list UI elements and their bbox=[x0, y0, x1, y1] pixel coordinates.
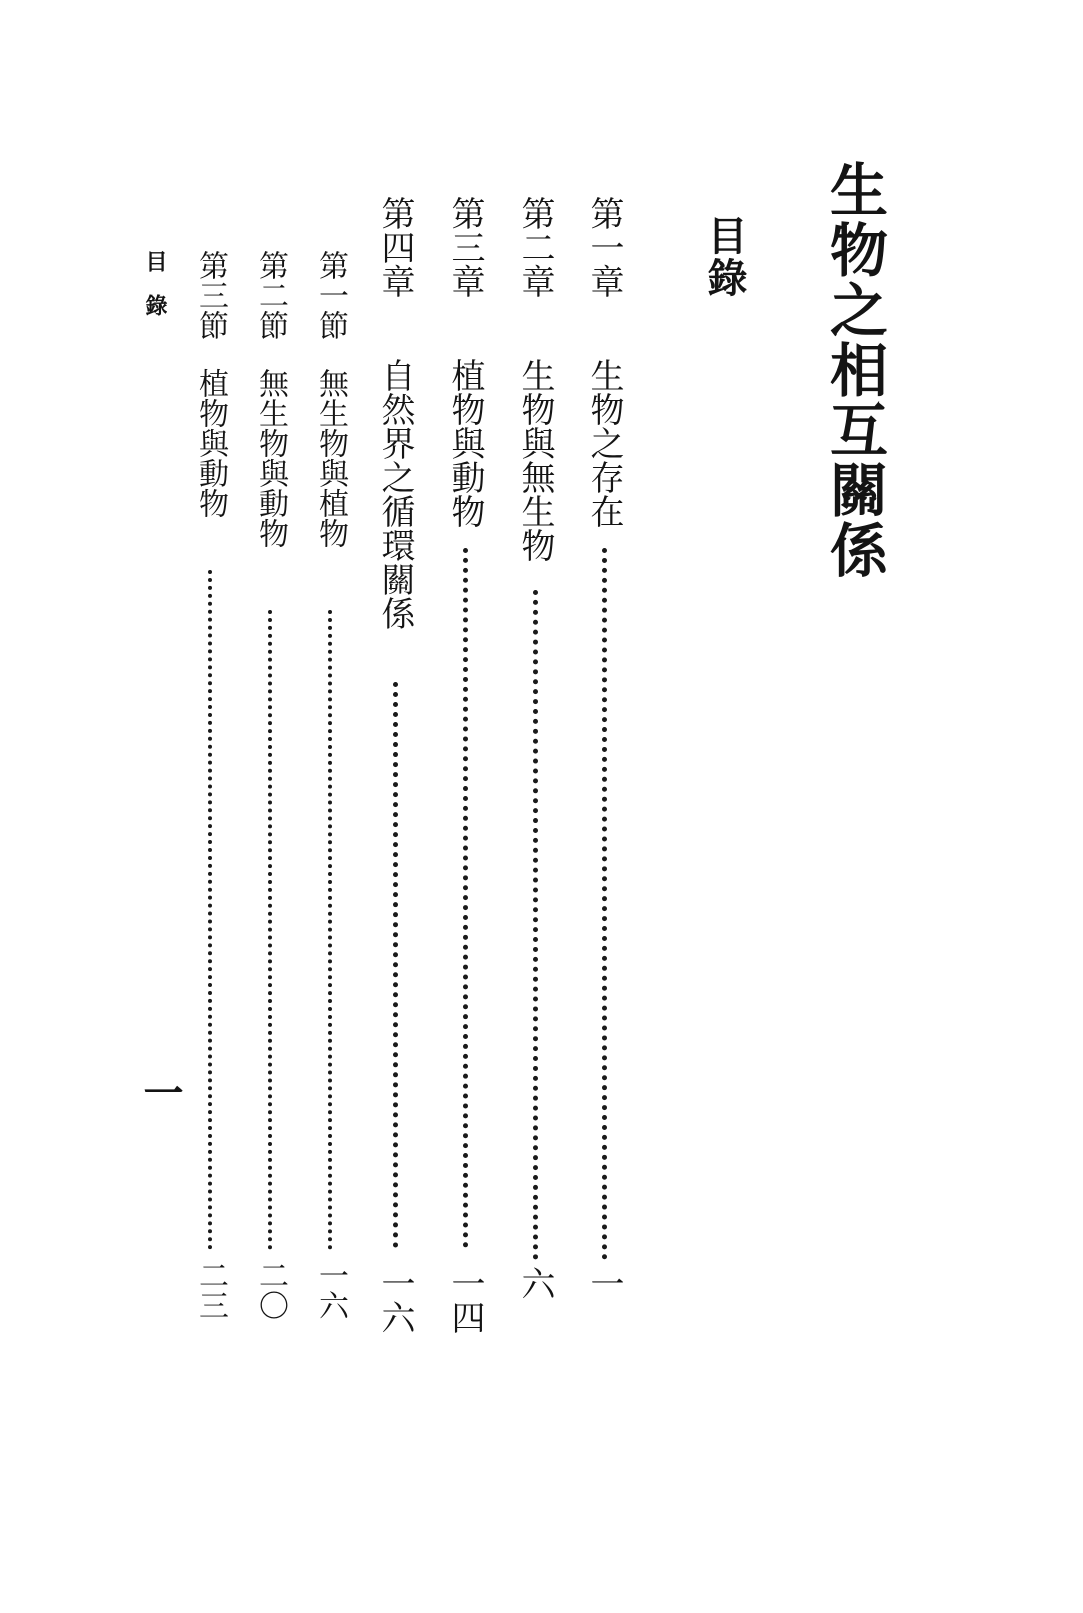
toc-entry-section-1 bbox=[310, 250, 350, 1360]
page-number: 一六 bbox=[313, 1260, 348, 1320]
page-number: 二三 bbox=[193, 1260, 228, 1320]
dot-leader bbox=[268, 610, 272, 1250]
chapter-title: 自然界之循環關係 bbox=[375, 358, 415, 630]
toc-entry-chapter-2 bbox=[513, 196, 557, 1376]
section-title: 植物與動物 bbox=[193, 368, 228, 518]
page-number: 二〇 bbox=[253, 1260, 288, 1320]
section-label: 第一節 bbox=[313, 250, 348, 340]
section-title: 無生物與動物 bbox=[253, 368, 288, 548]
dot-leader bbox=[463, 548, 468, 1248]
toc-entry-chapter-4 bbox=[373, 196, 417, 1376]
section-title: 無生物與植物 bbox=[313, 368, 348, 548]
dot-leader bbox=[393, 682, 398, 1248]
book-title: 生物之相互關係 bbox=[820, 160, 888, 580]
chapter-title: 生物與無生物 bbox=[515, 358, 555, 562]
chapter-label: 第三章 bbox=[445, 196, 485, 298]
section-label: 第二節 bbox=[253, 250, 288, 340]
toc-entry-chapter-3 bbox=[443, 196, 487, 1376]
folio: 一 bbox=[137, 1072, 184, 1112]
dot-leader bbox=[328, 610, 332, 1250]
dot-leader bbox=[602, 548, 607, 1260]
chapter-label: 第一章 bbox=[584, 196, 624, 298]
page-number: 六 bbox=[515, 1266, 555, 1300]
toc-entry-section-2 bbox=[250, 250, 290, 1360]
chapter-label: 第二章 bbox=[515, 196, 555, 298]
section-label: 第三節 bbox=[193, 250, 228, 340]
chapter-title: 植物與動物 bbox=[445, 358, 485, 528]
toc-entry-section-3 bbox=[190, 250, 230, 1360]
toc-heading: 目錄 bbox=[701, 215, 748, 299]
toc-entry-chapter-1 bbox=[582, 196, 626, 1376]
running-head: 目錄 bbox=[142, 250, 168, 338]
page-number: 一六 bbox=[375, 1266, 415, 1334]
page-number: 一 bbox=[584, 1266, 624, 1300]
page-number: 一四 bbox=[445, 1266, 485, 1334]
chapter-label: 第四章 bbox=[375, 196, 415, 298]
dot-leader bbox=[533, 590, 538, 1260]
dot-leader bbox=[208, 570, 212, 1250]
chapter-title: 生物之存在 bbox=[584, 358, 624, 528]
